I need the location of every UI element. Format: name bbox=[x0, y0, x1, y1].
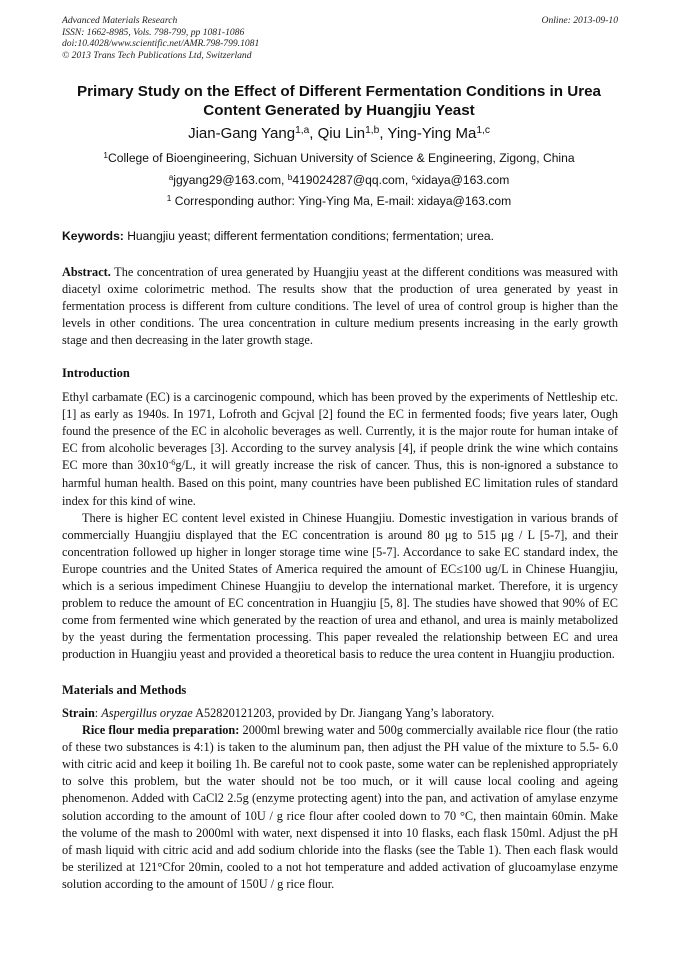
paragraph: Rice flour media preparation: 2000ml brewing water and 500g commercially available rice flour (the ratio of these two substances is 4:1) is taken to the aluminum pan, then adjust the PH value of the mixture to 5.5- 6.0 with citric acid and keep it boiling 1h. Be careful not to cook paste, some water can be replenished appropriately to solve this problem, but the water should not be too much, or it will cause local cooling and ageing phenomenon. Added with CaCl2 2.5g (enzyme protecting agent) into the pan, and activation of amylase enzyme solution according to the amount of 10U / g rice flour after cooled down to 70 °C, then maintain 60min. Make the volume of the mash to 2000ml with water, next dispensed it into 10 flasks, each flask 150ml. Adjust the pH of mash liquid with citric acid and add sodium chloride into the flasks (see the Table 1). Then each flask would be sterilized at 121°Cfor 20min, cooled to a not hot temperature and added activation of glucoamylase enzyme solution according to the amount of 150U / g rice flour. bbox=[62, 723, 618, 891]
strain-label: Strain bbox=[62, 706, 95, 720]
author-affil-sup: 1,a bbox=[295, 124, 310, 136]
abstract-label: Abstract. bbox=[62, 265, 111, 279]
journal-header bbox=[62, 15, 618, 61]
corresponding-sup: 1 bbox=[166, 193, 172, 203]
affiliation-sup: 1 bbox=[103, 150, 108, 160]
author-name: Jian-Gang Yang bbox=[188, 125, 296, 142]
author-name: Qiu Lin bbox=[317, 125, 366, 142]
abstract-text: The concentration of urea generated by Huangjiu yeast at the different conditions was measured with diacetyl oxime colorimetric method. The results show that the production of urea generated by yeast in fermentation process is different from culture conditions. The level of urea of control group is higher than the levels in other conditions. The urea concentration in culture medium presents increasing in the early growth stage and then decreasing in the later growth stage. bbox=[62, 265, 618, 348]
doi-line: doi:10.4028/www.scientific.net/AMR.798-799.1081 bbox=[62, 38, 260, 49]
media-label: Rice flour media preparation: bbox=[82, 723, 240, 738]
keywords-text: Huangjiu yeast; different fermentation conditions; fermentation; urea. bbox=[123, 229, 495, 243]
author-separator: , bbox=[379, 125, 388, 142]
email-sup: c bbox=[411, 172, 416, 182]
paragraph: There is higher EC content level existed in Chinese Huangjiu. Domestic investigation in various brands of commercially Huangjiu displayed that the EC concentration is around 80 μg to 515 μg / L [5-7], and their concentration followed up higher in longer storage time wine [5-7]. Accordance to sake EC standard index, the Europe countries and the United States of America required the amount of EC≤100 ug/L in Chinese Huangjiu, which is a serious impediment Chinese Huangjiu to develop the international market. Therefore, it is urgency problem to reduce the amount of EC concentration in Huangjiu [5, 8]. The studies have showed that 90% of EC come from fermented wine which generated by the reaction of urea and ethanol, and urea is mainly metabolized by the yeast during the fermentation processing. This paper revealed the relationship between EC and urea production in Huangjiu yeast and provided a theoretical basis to reduce the urea content in Huangjiu production. bbox=[62, 510, 618, 662]
paragraph: Ethyl carbamate (EC) is a carcinogenic compound, which has been proved by the experiments of Nettleship etc. [1] as early as 1940s. In 1971, Lofroth and Gcjval [2] found the EC in fermented foods; five years later, Ough found the presence of the EC in alcoholic beverages as well. Currently, it is the major route for human intake of EC from alcoholic beverages [3]. According to the survey analysis [4], if people drink the wine which contains EC more than $30x10^{-6}g/L$, it will greatly increase the risk of cancer. Thus, this is non-ignored a substance to harmful human health. Based on this point, many countries have been published EC limitation rules of standard index for this kind of wine. bbox=[62, 390, 618, 508]
email-separator: , bbox=[404, 173, 412, 187]
email-sup: a bbox=[168, 172, 174, 182]
author-affil-sup: 1,c bbox=[476, 124, 490, 136]
strain-species: Aspergillus oryzae bbox=[101, 706, 193, 720]
corresponding-text: Corresponding author: Ying-Ying Ma, E-mail: xidaya@163.com bbox=[171, 194, 512, 208]
email-link[interactable]: xidaya@163.com bbox=[415, 173, 510, 187]
author-name: Ying-Ying Ma bbox=[387, 125, 477, 142]
author-affil-sup: 1,b bbox=[365, 124, 380, 136]
email-separator: , bbox=[281, 173, 288, 187]
introduction-body bbox=[62, 389, 618, 664]
email-sup: b bbox=[287, 172, 293, 182]
methods-body bbox=[62, 705, 618, 893]
abstract bbox=[62, 264, 618, 349]
email-link[interactable]: 419024287@qq.com bbox=[292, 173, 405, 187]
paper-title bbox=[40, 82, 638, 120]
email-link[interactable]: jgyang29@163.com bbox=[173, 173, 282, 187]
affiliation bbox=[40, 151, 638, 165]
section-heading-methods: Materials and Methods bbox=[62, 683, 187, 697]
author-list bbox=[40, 125, 638, 142]
email-list bbox=[40, 173, 638, 187]
author-separator: , bbox=[309, 125, 318, 142]
online-date: Online: 2013-09-10 bbox=[541, 15, 618, 26]
issn-line: ISSN: 1662-8985, Vols. 798-799, pp 1081-1086 bbox=[62, 26, 245, 38]
corresponding-author bbox=[40, 194, 638, 208]
paragraph: Strain: Aspergillus oryzae A52820121203, provided by Dr. Jiangang Yang’s laboratory. bbox=[62, 706, 495, 720]
affiliation-text: College of Bioengineering, Sichuan University of Science & Engineering, Zigong, China bbox=[108, 151, 575, 165]
keywords-label: Keywords: bbox=[62, 229, 124, 243]
title-line-1: Primary Study on the Effect of Different Fermentation Conditions in Urea bbox=[76, 83, 602, 100]
copyright-line: © 2013 Trans Tech Publications Ltd, Switzerland bbox=[62, 49, 252, 61]
title-line-2: Content Generated by Huangjiu Yeast bbox=[203, 102, 475, 119]
keywords bbox=[62, 229, 618, 243]
section-heading-introduction: Introduction bbox=[62, 366, 130, 380]
journal-name: Advanced Materials Research bbox=[62, 15, 178, 26]
